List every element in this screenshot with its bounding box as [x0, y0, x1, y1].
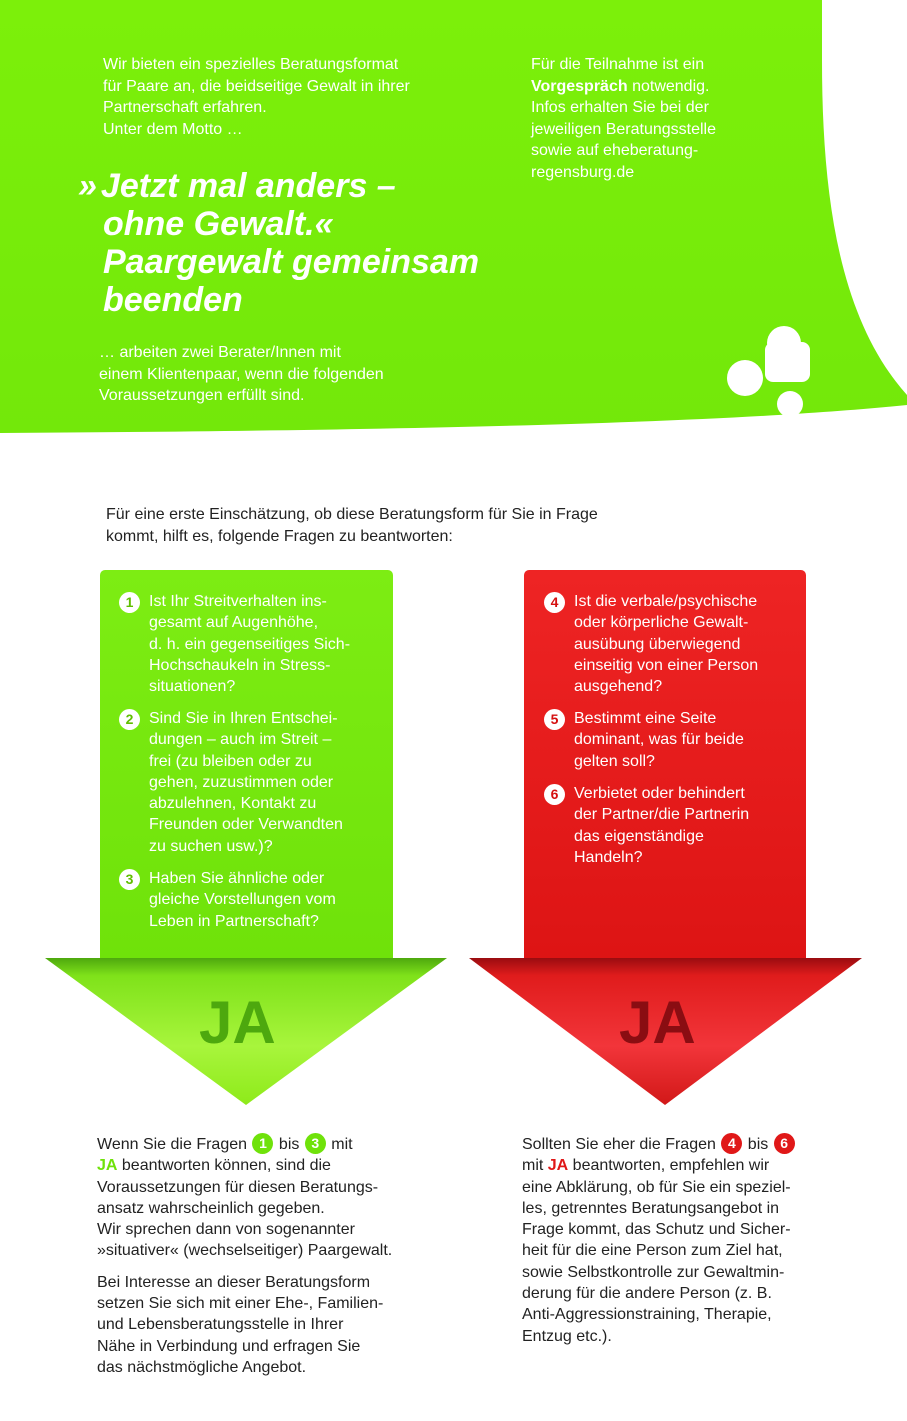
result-green: Wenn Sie die Fragen 1 bis 3 mit JA beantworten können, sind die Voraussetzungen für diesen Beratungs- ansatz wahrscheinlich gegeben. Wir sprechen dann von sogenannter »situativer« (wechselseitiger) Paargewalt. Bei Interesse an dieser Beratungsform setzen Sie sich mit einer Ehe-, Familien- und Lebensberatungsstelle in Ihrer Nähe in Verbindung und erfragen Sie das nächstmögliche Angebot.	[97, 1135, 393, 1376]
headline: » Jetzt mal anders – ohne Gewalt.« Paargewalt gemeinsam beenden	[78, 167, 480, 319]
number-badge: 6	[774, 1133, 795, 1154]
ja-label-red: JA	[619, 989, 696, 1056]
number-badge: 4	[721, 1133, 742, 1154]
number-badge: 4	[544, 592, 565, 613]
participation-info: Für die Teilnahme ist ein Vorgespräch notwendig. Infos erhalten Sie bei der jeweiligen Beratungsstelle sowie auf eheberatung- regensburg.de	[531, 56, 716, 181]
questions-green-box	[100, 570, 393, 960]
question-6: 6 Verbietet oder behindert der Partner/die Partnerin das eigenständige Handeln?	[544, 783, 794, 868]
number-badge: 1	[252, 1133, 273, 1154]
intro-text: Wir bieten ein spezielles Beratungsformat für Paare an, die beidseitige Gewalt in ihrer Partnerschaft erfahren. Unter dem Motto …	[103, 56, 410, 138]
keyword-ja: JA	[97, 1157, 118, 1175]
question-1: 1 Ist Ihr Streitverhalten ins- gesamt auf Augenhöhe, d. h. ein gegenseitiges Sich- Hochschaukeln in Stress- situationen?	[119, 591, 379, 697]
number-badge: 5	[544, 709, 565, 730]
keyword-ja: JA	[547, 1157, 569, 1175]
question-4: 4 Ist die verbale/psychische oder körperliche Gewalt- ausübung überwiegend einseitig von einer Person ausgehend?	[544, 591, 794, 697]
conditions-text: … arbeiten zwei Berater/Innen mit einem Klientenpaar, wenn die folgenden Voraussetzungen erfüllt sind.	[99, 344, 384, 404]
info-bold: Vorgespräch	[531, 77, 628, 95]
number-badge: 6	[544, 784, 565, 805]
question-3: 3 Haben Sie ähnliche oder gleiche Vorstellungen vom Leben in Partnerschaft?	[119, 868, 379, 932]
number-badge: 2	[119, 709, 140, 730]
question-5: 5 Bestimmt eine Seite dominant, was für beide gelten soll?	[544, 708, 794, 772]
number-badge: 3	[119, 869, 140, 890]
question-2: 2 Sind Sie in Ihren Entschei- dungen – auch im Streit – frei (zu bleiben oder zu gehen, zuzustimmen oder abzulehnen, Kontakt zu Freunden oder Verwandten zu suchen usw.)?	[119, 708, 379, 857]
lead-text: Für eine erste Einschätzung, ob diese Beratungsform für Sie in Frage kommt, hilft es, folgende Fragen zu beantworten:	[106, 506, 598, 545]
number-badge: 3	[305, 1133, 326, 1154]
arrows	[0, 955, 907, 1110]
number-badge: 1	[119, 592, 140, 613]
hero-section	[0, 0, 907, 440]
result-red: Sollten Sie eher die Fragen 4 bis 6 mit JA beantworten, empfehlen wir eine Abklärung, ob für Sie ein speziel- les, getrenntes Beratungsangebot in Frage kommt, das Schutz und Sicher- heit für die eine Person zum Ziel hat, sowie Selbstkontrolle zur Gewaltmin- derung für die andere Person (z. B. Anti-Aggressionstraining, Therapie, Entzug etc.).	[522, 1133, 832, 1357]
questions-red-box	[524, 570, 806, 960]
ja-label-green: JA	[199, 989, 276, 1056]
